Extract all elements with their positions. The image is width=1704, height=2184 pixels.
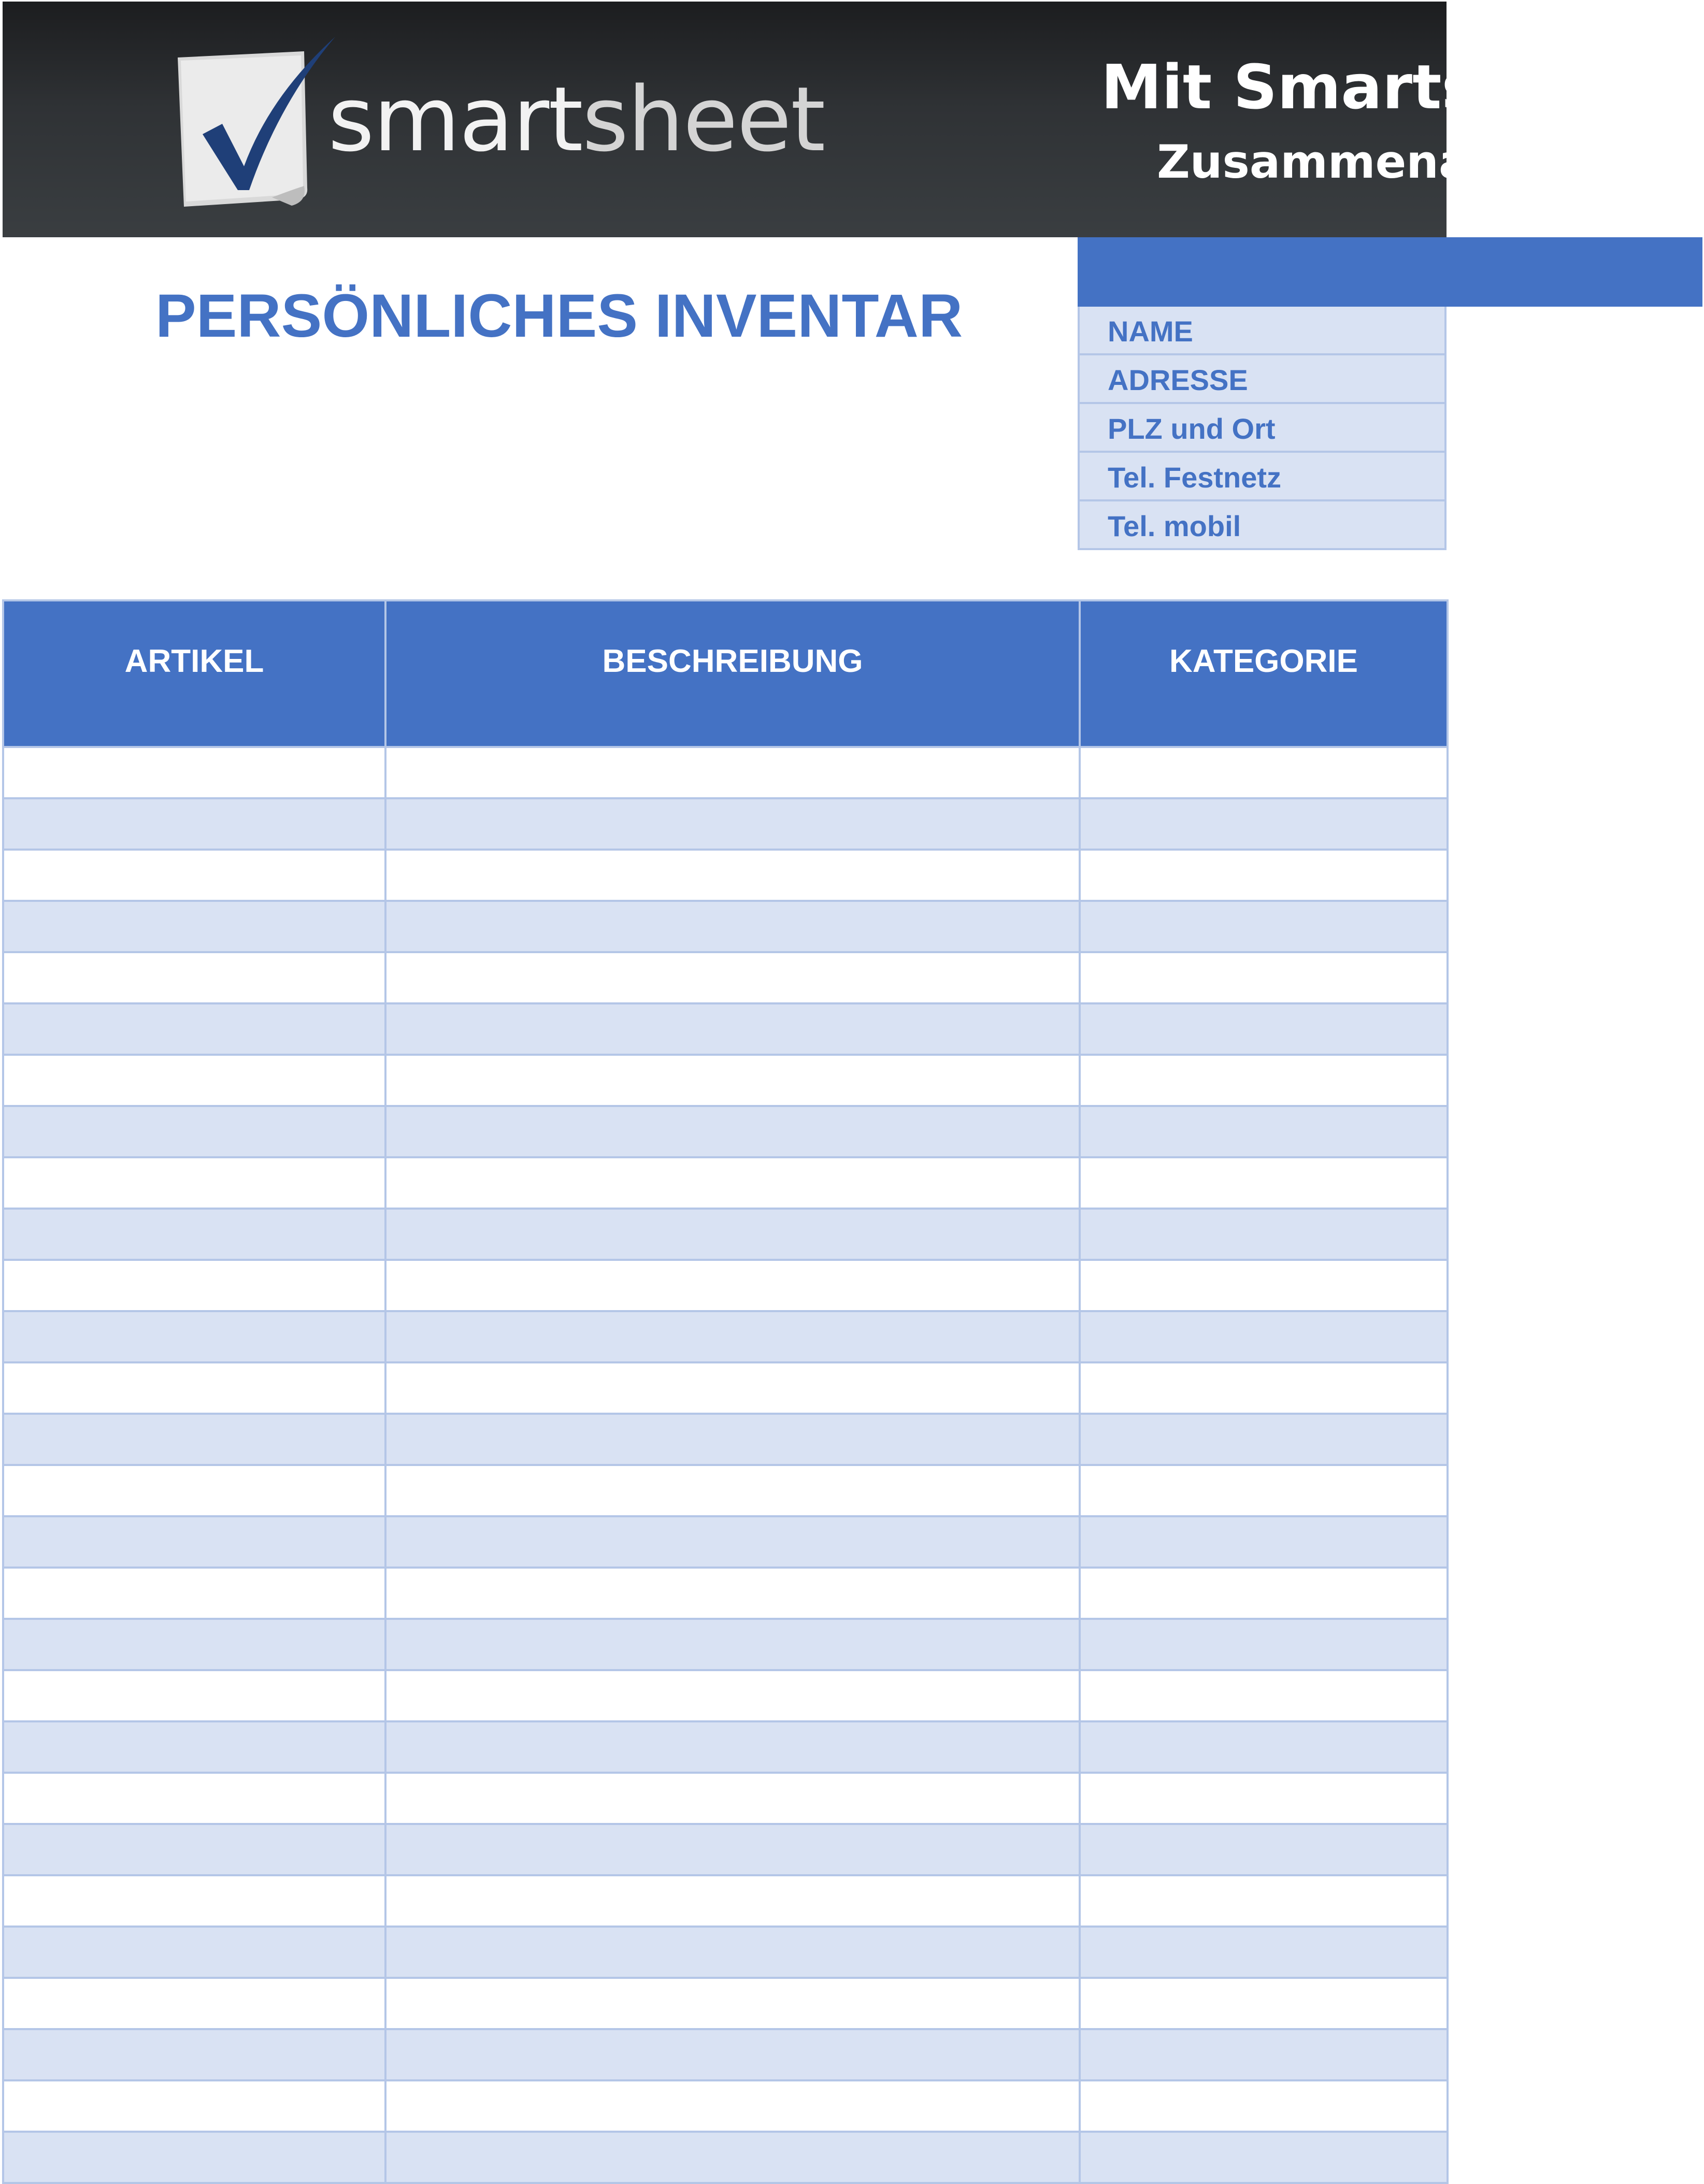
table-row: [3, 1721, 1448, 1773]
kategorie-cell[interactable]: [1080, 2132, 1448, 2183]
smartsheet-banner[interactable]: [3, 2, 1522, 237]
kategorie-cell[interactable]: [1080, 1568, 1448, 1619]
table-row: [3, 952, 1448, 1003]
artikel-cell[interactable]: [3, 1927, 385, 1978]
artikel-cell[interactable]: [3, 1157, 385, 1209]
smartsheet-wordmark: [328, 68, 824, 171]
kategorie-cell[interactable]: [1080, 1209, 1448, 1260]
table-row: [3, 1362, 1448, 1414]
kategorie-cell[interactable]: [1080, 1465, 1448, 1516]
kategorie-cell[interactable]: [1080, 1670, 1448, 1721]
beschreibung-cell[interactable]: [385, 1516, 1080, 1568]
table-row: [3, 1106, 1448, 1157]
table-row: [3, 1516, 1448, 1568]
artikel-cell[interactable]: [3, 1516, 385, 1568]
kategorie-cell[interactable]: [1080, 952, 1448, 1003]
kategorie-cell[interactable]: [1080, 1157, 1448, 1209]
artikel-cell[interactable]: [3, 1619, 385, 1670]
contact-header-bar: [1078, 237, 1702, 307]
smartsheet-checkmark-logo-icon: [168, 33, 345, 214]
table-row: [3, 1875, 1448, 1927]
kategorie-cell[interactable]: [1080, 901, 1448, 952]
beschreibung-cell[interactable]: [385, 1773, 1080, 1824]
promo-headline: Mit Smartsh: [1101, 51, 1522, 123]
artikel-cell[interactable]: [3, 1311, 385, 1362]
kategorie-cell[interactable]: [1080, 1516, 1448, 1568]
table-row: [3, 1157, 1448, 1209]
table-row: [3, 1055, 1448, 1106]
table-row: [3, 1003, 1448, 1055]
column-header-beschreibung: BESCHREIBUNG: [385, 600, 1080, 747]
artikel-cell[interactable]: [3, 2132, 385, 2183]
table-row: [3, 747, 1448, 798]
kategorie-cell[interactable]: [1080, 1003, 1448, 1055]
artikel-cell[interactable]: [3, 1003, 385, 1055]
artikel-cell[interactable]: [3, 1824, 385, 1875]
beschreibung-cell[interactable]: [385, 1619, 1080, 1670]
artikel-cell[interactable]: [3, 1568, 385, 1619]
artikel-cell[interactable]: [3, 747, 385, 798]
table-row: [3, 1414, 1448, 1465]
kategorie-cell[interactable]: [1080, 1362, 1448, 1414]
kategorie-cell[interactable]: [1080, 2029, 1448, 2080]
contact-field-address[interactable]: ADRESSE: [1080, 355, 1444, 404]
artikel-cell[interactable]: [3, 1414, 385, 1465]
kategorie-cell[interactable]: [1080, 798, 1448, 850]
table-row: [3, 2080, 1448, 2132]
artikel-cell[interactable]: [3, 1773, 385, 1824]
artikel-cell[interactable]: [3, 1978, 385, 2029]
kategorie-cell[interactable]: [1080, 1927, 1448, 1978]
table-row: [3, 1978, 1448, 2029]
page-title: PERSÖNLICHES INVENTAR: [155, 282, 963, 350]
beschreibung-cell[interactable]: [385, 1414, 1080, 1465]
table-row: [3, 1670, 1448, 1721]
beschreibung-cell[interactable]: [385, 1311, 1080, 1362]
beschreibung-cell[interactable]: [385, 1055, 1080, 1106]
artikel-cell[interactable]: [3, 850, 385, 901]
beschreibung-cell[interactable]: [385, 1824, 1080, 1875]
kategorie-cell[interactable]: [1080, 1773, 1448, 1824]
beschreibung-cell[interactable]: [385, 1465, 1080, 1516]
beschreibung-cell[interactable]: [385, 901, 1080, 952]
beschreibung-cell[interactable]: [385, 1978, 1080, 2029]
artikel-cell[interactable]: [3, 1721, 385, 1773]
table-row: [3, 1311, 1448, 1362]
artikel-cell[interactable]: [3, 1875, 385, 1927]
beschreibung-cell[interactable]: [385, 1875, 1080, 1927]
kategorie-cell[interactable]: [1080, 1260, 1448, 1311]
beschreibung-cell[interactable]: [385, 1209, 1080, 1260]
table-row: [3, 850, 1448, 901]
inventory-table: [2, 599, 1449, 2184]
kategorie-cell[interactable]: [1080, 1311, 1448, 1362]
contact-field-name[interactable]: NAME: [1080, 307, 1444, 355]
artikel-cell[interactable]: [3, 1465, 385, 1516]
table-row: [3, 901, 1448, 952]
artikel-cell[interactable]: [3, 2080, 385, 2132]
table-row: [3, 2029, 1448, 2080]
beschreibung-cell[interactable]: [385, 798, 1080, 850]
wordmark-sheet: sheet: [582, 67, 825, 171]
artikel-cell[interactable]: [3, 2029, 385, 2080]
column-header-artikel: ARTIKEL: [3, 600, 385, 747]
artikel-cell[interactable]: [3, 1362, 385, 1414]
kategorie-cell[interactable]: [1080, 1106, 1448, 1157]
artikel-cell[interactable]: [3, 952, 385, 1003]
table-row: [3, 2132, 1448, 2183]
beschreibung-cell[interactable]: [385, 2132, 1080, 2183]
artikel-cell[interactable]: [3, 1670, 385, 1721]
beschreibung-cell[interactable]: [385, 747, 1080, 798]
inventory-rows: [3, 747, 1448, 2183]
beschreibung-cell[interactable]: [385, 1362, 1080, 1414]
kategorie-cell[interactable]: [1080, 850, 1448, 901]
table-row: [3, 1209, 1448, 1260]
beschreibung-cell[interactable]: [385, 1106, 1080, 1157]
contact-field-landline[interactable]: Tel. Festnetz: [1080, 453, 1444, 501]
contact-field-mobile[interactable]: Tel. mobil: [1080, 501, 1444, 550]
kategorie-cell[interactable]: [1080, 1721, 1448, 1773]
artikel-cell[interactable]: [3, 1055, 385, 1106]
kategorie-cell[interactable]: [1080, 1875, 1448, 1927]
artikel-cell[interactable]: [3, 901, 385, 952]
kategorie-cell[interactable]: [1080, 1619, 1448, 1670]
beschreibung-cell[interactable]: [385, 2029, 1080, 2080]
kategorie-cell[interactable]: [1080, 1055, 1448, 1106]
contact-fields: [1078, 307, 1447, 550]
kategorie-cell[interactable]: [1080, 2080, 1448, 2132]
beschreibung-cell[interactable]: [385, 1927, 1080, 1978]
kategorie-cell[interactable]: [1080, 1824, 1448, 1875]
beschreibung-cell[interactable]: [385, 2080, 1080, 2132]
artikel-cell[interactable]: [3, 1209, 385, 1260]
beschreibung-cell[interactable]: [385, 1157, 1080, 1209]
promo-subline: Zusammenar: [1157, 135, 1492, 189]
wordmark-smart: smart: [328, 67, 582, 171]
artikel-cell[interactable]: [3, 1106, 385, 1157]
contact-field-postcode-city[interactable]: PLZ und Ort: [1080, 404, 1444, 453]
table-row: [3, 1619, 1448, 1670]
table-row: [3, 1568, 1448, 1619]
beschreibung-cell[interactable]: [385, 1003, 1080, 1055]
artikel-cell[interactable]: [3, 1260, 385, 1311]
table-row: [3, 1824, 1448, 1875]
beschreibung-cell[interactable]: [385, 1721, 1080, 1773]
kategorie-cell[interactable]: [1080, 1978, 1448, 2029]
table-row: [3, 1927, 1448, 1978]
kategorie-cell[interactable]: [1080, 1414, 1448, 1465]
artikel-cell[interactable]: [3, 798, 385, 850]
table-row: [3, 1773, 1448, 1824]
table-row: [3, 798, 1448, 850]
table-row: [3, 1260, 1448, 1311]
beschreibung-cell[interactable]: [385, 1568, 1080, 1619]
kategorie-cell[interactable]: [1080, 747, 1448, 798]
beschreibung-cell[interactable]: [385, 850, 1080, 901]
beschreibung-cell[interactable]: [385, 1260, 1080, 1311]
beschreibung-cell[interactable]: [385, 1670, 1080, 1721]
table-row: [3, 1465, 1448, 1516]
beschreibung-cell[interactable]: [385, 952, 1080, 1003]
table-header-row: [3, 600, 1448, 747]
column-header-kategorie: KATEGORIE: [1080, 600, 1448, 747]
